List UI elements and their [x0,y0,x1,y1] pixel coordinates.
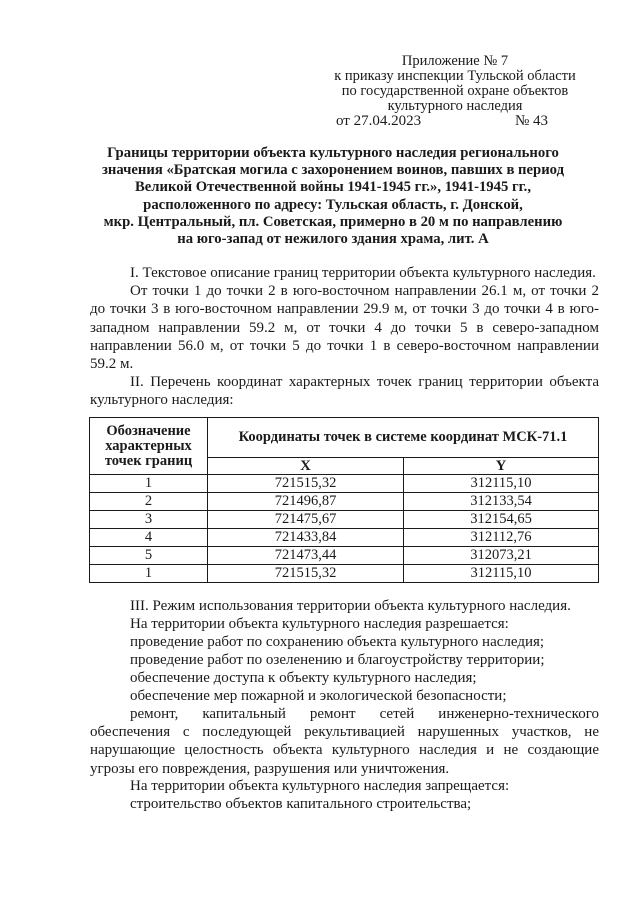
allowed-item: обеспечение доступа к объекту культурного наследия; [130,670,477,686]
y-column-header: Y [404,458,599,475]
allowed-item: проведение работ по озеленению и благоустройству территории; [130,652,545,668]
document-title [80,145,586,248]
x-column-header: X [208,458,404,475]
allowed-item-repair-rest: обеспечения с последующей рекультивацией нарушенных участков, не нарушающие целостность объекта культурного наследия и не создающие угрозы его повреждения, разрушения или уничтожения. [90,724,599,777]
title-line: значения «Братская могила с захоронением воинов, павших в период [101,162,565,179]
point-cell: 1 [90,565,208,583]
x-cell: 721515,32 [208,475,404,493]
order-date: от 27.04.2023 [336,113,422,129]
point-column-header: Обозначение характерных точек границ [90,418,208,475]
table-row [90,511,599,529]
table-row [90,547,599,565]
appendix-line: к приказу инспекции Тульской области [334,68,576,84]
y-cell: 312115,10 [404,475,599,493]
title-line: расположенного по адресу: Тульская область, г. Донской, [143,196,523,213]
point-cell: 5 [90,547,208,565]
y-cell: 312115,10 [404,565,599,583]
title-line: Великой Отечественной войны 1941-1945 гг.», 1941-1945 гг., [134,179,532,196]
section-1-heading: I. Текстовое описание границ территории объекта культурного наследия. [130,265,596,281]
allowed-item: обеспечение мер пожарной и экологической безопасности; [130,688,507,704]
title-line: на юго-запад от нежилого здания храма, лит. А [177,231,489,248]
point-cell: 3 [90,511,208,529]
appendix-header [318,54,592,114]
allowed-intro: На территории объекта культурного наследия разрешается: [130,616,509,632]
table-row [90,493,599,511]
prohibited-intro: На территории объекта культурного наследия запрещается: [130,778,510,794]
appendix-line: по государственной охране объектов [341,83,569,99]
title-line: мкр. Центральный, пл. Советская, примерно в 20 м по направлению [103,213,563,230]
appendix-line: культурного наследия [387,98,523,114]
prohibited-item: строительство объектов капитального строительства; [130,796,472,812]
coordinates-table [89,417,599,583]
section-3-heading: III. Режим использования территории объекта культурного наследия. [130,598,571,614]
x-cell: 721475,67 [208,511,404,529]
x-cell: 721433,84 [208,529,404,547]
y-cell: 312112,76 [404,529,599,547]
x-cell: 721515,32 [208,565,404,583]
appendix-line: Приложение № 7 [401,53,509,69]
point-cell: 1 [90,475,208,493]
order-number: № 43 [515,113,549,129]
allowed-item-repair-first-line: ремонт, капитальный ремонт сетей инженерно-технического [130,706,599,722]
point-cell: 2 [90,493,208,511]
table-row [90,565,599,583]
table-row [90,529,599,547]
section-2-heading: II. Перечень координат характерных точек границ территории объекта культурного наследия: [90,374,599,409]
table-row [90,475,599,493]
x-cell: 721496,87 [208,493,404,511]
x-cell: 721473,44 [208,547,404,565]
y-cell: 312073,21 [404,547,599,565]
point-cell: 4 [90,529,208,547]
y-cell: 312133,54 [404,493,599,511]
coordinate-system-header: Координаты точек в системе координат МСК-71.1 [208,418,599,458]
y-cell: 312154,65 [404,511,599,529]
title-line: Границы территории объекта культурного наследия регионального [107,145,559,161]
section-1-text: От точки 1 до точки 2 в юго-восточном направлении 26.1 м, от точки 2 до точки 3 в юго-восточном направлении 29.9 м, от точки 3 до точки 4 в юго-западном направлении 59.2 м, от точки 4 до точки 5 в северо-западном направлении 56.0 м, от точки 5 до точки 1 в северо-восточном направлении 59.2 м. [90,283,599,373]
allowed-item: проведение работ по сохранению объекта культурного наследия; [130,634,545,650]
